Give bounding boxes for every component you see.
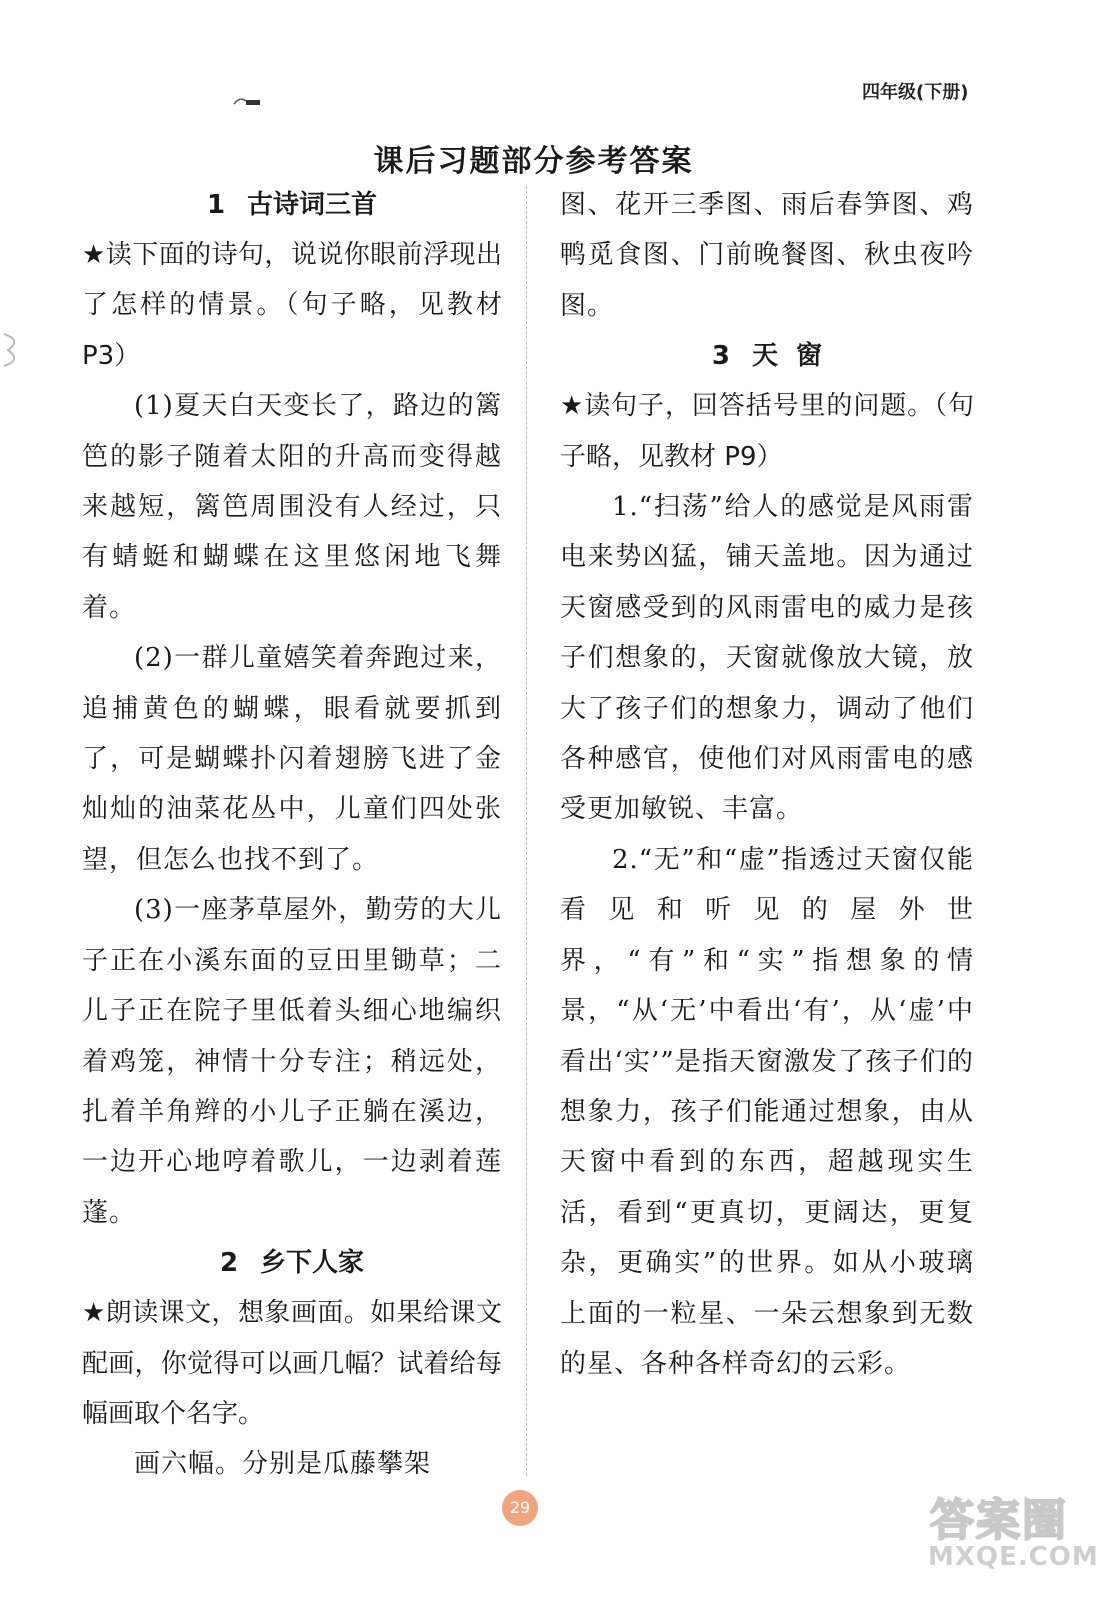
- answer-1-3: (3)一座茅草屋外，勤劳的大儿子正在小溪东面的豆田里锄草；二儿子正在院子里低着头细心地编织着鸡笼，神情十分专注；稍远处，扎着羊角辫的小儿子正躺在溪边，一边开心地哼着歌儿，一边剥着莲蓬。: [82, 895, 502, 1228]
- section-number: 1: [206, 190, 226, 220]
- question-2: ★朗读课文，想象画面。如果给课文配画，你觉得可以画几幅？试着给每幅画取个名字。: [82, 1298, 502, 1429]
- right-column: [560, 180, 974, 1389]
- pen-icon: [232, 92, 262, 110]
- grade-label: 四年级(下册): [862, 82, 969, 103]
- left-margin-mark: [0, 330, 26, 370]
- answer-2-continued: 图、花开三季图、雨后春笋图、鸡鸭觅食图、门前晚餐图、秋虫夜吟图。: [560, 190, 974, 321]
- section-title: 古诗词三首: [247, 190, 378, 220]
- answer-1-1: (1)夏天白天变长了，路边的篱笆的影子随着太阳的升高而变得越来越短，篱笆周围没有人经过，只有蜻蜓和蝴蝶在这里悠闲地飞舞着。: [82, 391, 502, 623]
- watermark-url: MXQE.COM: [928, 1542, 1099, 1572]
- page-title: 课后习题部分参考答案: [373, 144, 694, 180]
- question-3: ★读句子，回答括号里的问题。（句子略，见教材 P9）: [560, 391, 974, 472]
- answer-2-start: 画六幅。分别是瓜藤攀架: [134, 1449, 432, 1480]
- left-column: [82, 180, 502, 1490]
- section-title: 天 窗: [751, 341, 823, 372]
- section-number: 2: [219, 1248, 239, 1279]
- answer-3-2: 2.“无”和“虚”指透过天窗仅能看见和听见的屋外世界，“有”和“实”指想象的情景，“从‘无’中看出‘有’，从‘虚’中看出‘实’”是指天窗激发了孩子们的想象力，孩子们能通过想象，由从天窗中看到的东西，超越现实生活，看到“更真切，更阔达，更复杂，更确实”的世界。如从小玻璃上面的一粒星、一朵云想象到无数的星、各种各样奇幻的云彩。: [560, 844, 974, 1379]
- section-number: 3: [711, 341, 730, 372]
- section-heading-2: [82, 1238, 502, 1288]
- question-1: ★读下面的诗句，说说你眼前浮现出了怎样的情景。（句子略，见教材 P3）: [82, 240, 502, 371]
- page-number: 29: [502, 1490, 538, 1526]
- answer-1-2: (2)一群儿童嬉笑着奔跑过来，追捕黄色的蝴蝶，眼看就要抓到了，可是蝴蝶扑闪着翅膀飞进了金灿灿的油菜花丛中，儿童们四处张望，但怎么也找不到了。: [82, 643, 502, 875]
- section-heading-3: [560, 331, 974, 381]
- answer-3-1: 1.“扫荡”给人的感觉是风雨雷电来势凶猛，铺天盖地。因为通过天窗感受到的风雨雷电的威力是孩子们想象的，天窗就像放大镜，放大了孩子们的想象力，调动了他们各种感官，使他们对风雨雷电的感受更加敏锐、丰富。: [560, 492, 974, 825]
- section-heading-1: [82, 180, 502, 230]
- column-divider: [526, 186, 527, 1476]
- section-title: 乡下人家: [260, 1248, 365, 1279]
- watermark-logo: 答案圈: [930, 1495, 1068, 1546]
